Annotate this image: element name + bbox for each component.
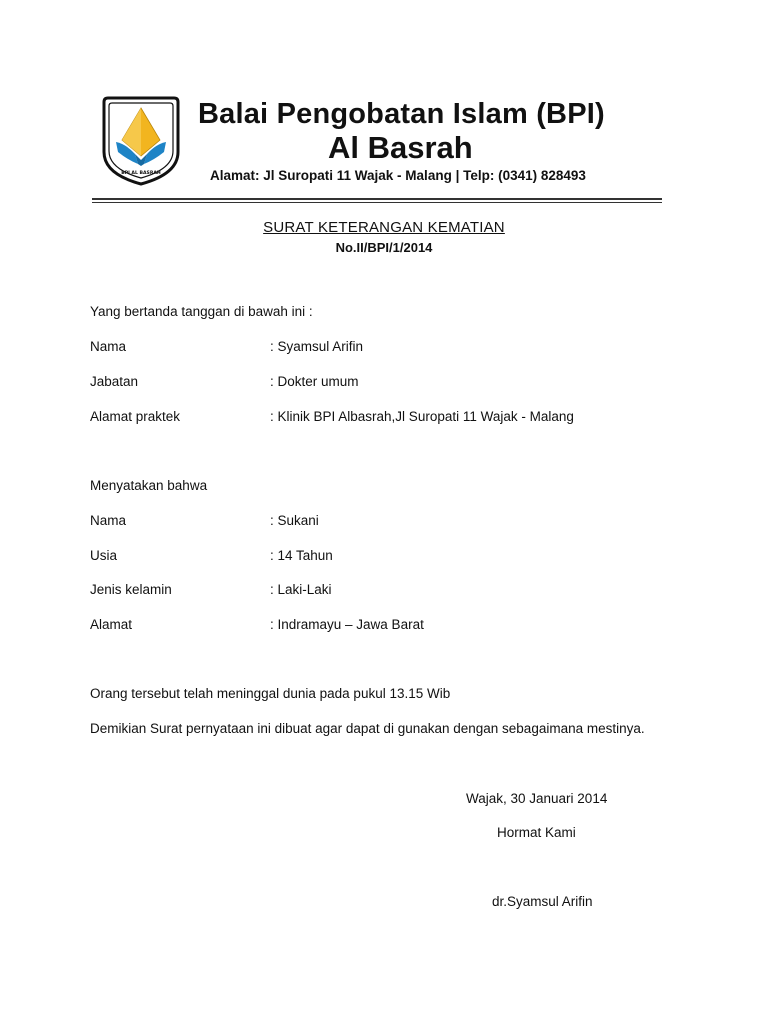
header-divider-thin (92, 202, 662, 203)
signer-signature-name: dr.Syamsul Arifin (492, 894, 593, 909)
signer-value-name: : Syamsul Arifin (270, 339, 364, 354)
subject-intro: Menyatakan bahwa (90, 478, 208, 493)
logo-caption: BPI AL BASRAH (121, 171, 161, 176)
document-title: SURAT KETERANGAN KEMATIAN (263, 219, 505, 236)
bpi-logo-icon (102, 94, 180, 186)
subject-label-gender: Jenis kelamin (90, 582, 172, 597)
regards: Hormat Kami (497, 825, 576, 840)
subject-label-name: Nama (90, 513, 127, 528)
header-divider (92, 198, 662, 200)
signer-label-position: Jabatan (90, 374, 139, 389)
subject-value-age: : 14 Tahun (270, 548, 333, 563)
signer-label-practice-address: Alamat praktek (90, 409, 181, 424)
signer-label-name: Nama (90, 339, 127, 354)
org-name: Balai Pengobatan Islam (BPI) (198, 98, 605, 130)
document-number: No.II/BPI/1/2014 (335, 240, 433, 255)
subject-value-gender: : Laki-Laki (270, 582, 332, 597)
letterhead (92, 92, 662, 200)
subject-label-age: Usia (90, 548, 118, 563)
org-address: Alamat: Jl Suropati 11 Wajak - Malang | Telp: (0341) 828493 (210, 168, 586, 183)
org-subname: Al Basrah (328, 130, 473, 165)
subject-value-address: : Indramayu – Jawa Barat (270, 617, 424, 632)
death-statement: Orang tersebut telah meninggal dunia pada pukul 13.15 Wib (90, 686, 451, 701)
place-date: Wajak, 30 Januari 2014 (466, 791, 608, 806)
signer-value-position: : Dokter umum (270, 374, 359, 389)
closing-statement: Demikian Surat pernyataan ini dibuat agar dapat di gunakan dengan sebagaimana mestinya. (90, 721, 645, 736)
signer-intro: Yang bertanda tanggan di bawah ini : (90, 304, 313, 319)
signer-value-practice-address: : Klinik BPI Albasrah,Jl Suropati 11 Wajak - Malang (270, 409, 574, 424)
subject-label-address: Alamat (90, 617, 133, 632)
subject-value-name: : Sukani (270, 513, 319, 528)
